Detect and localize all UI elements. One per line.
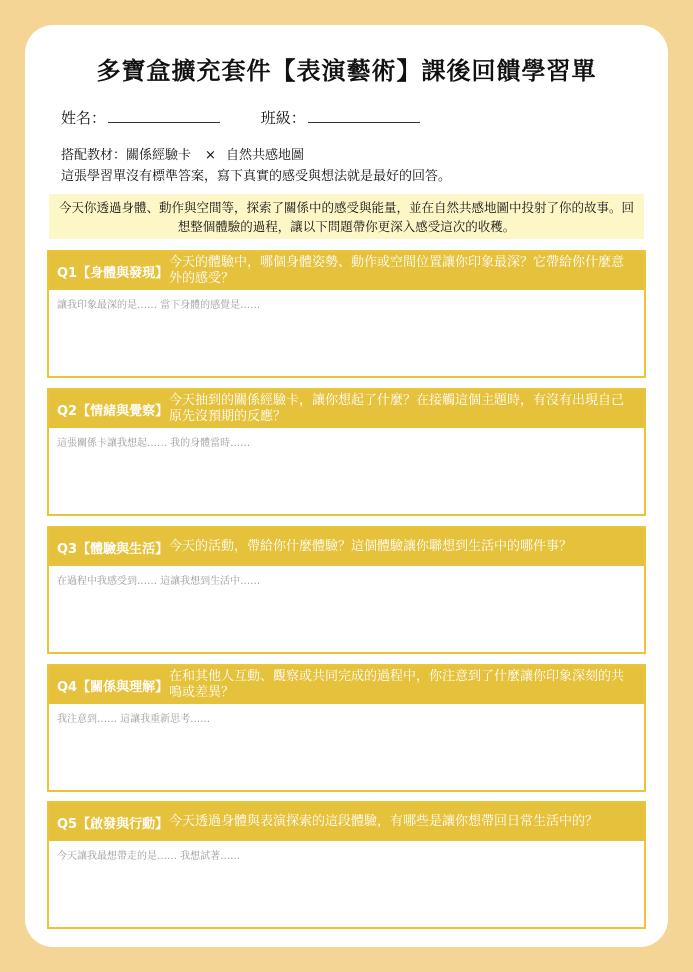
question-card-q1	[47, 250, 646, 378]
question-tag: Q5【啟發與行動】	[57, 816, 169, 832]
material-item-card: 關係經驗卡	[126, 148, 192, 163]
class-field	[261, 107, 420, 128]
answer-area[interactable]	[49, 428, 644, 514]
question-text: 今天透過身體與表演探索的這段體驗，有哪些是讓你想帶回日常生活中的？	[169, 814, 599, 829]
material-separator: ×	[205, 148, 216, 163]
question-header	[49, 803, 644, 841]
worksheet-page	[25, 25, 668, 947]
question-text: 在和其他人互動、觀察或共同完成的過程中，你注意到了什麼讓你印象深刻的共鳴或差異？	[169, 669, 625, 700]
question-card-q5	[47, 801, 646, 929]
question-text: 今天抽到的關係經驗卡，讓你想起了什麼？在接觸這個主題時，有沒有出現自己原先沒預期的反應？	[169, 393, 625, 424]
question-card-q2	[47, 388, 646, 516]
answer-hint: 我注意到…… 這讓我重新思考……	[57, 714, 211, 725]
question-text: 今天的活動，帶給你什麼體驗？這個體驗讓你聯想到生活中的哪件事？	[169, 539, 573, 554]
name-blank-line[interactable]	[108, 109, 220, 123]
answer-area[interactable]	[49, 704, 644, 790]
question-tag: Q2【情緒與覺察】	[57, 403, 169, 419]
material-label: 搭配教材：	[61, 148, 127, 163]
answer-hint: 今天讓我最想帶走的是…… 我想試著……	[57, 851, 241, 862]
intro-banner: 今天你透過身體、動作與空間等，探索了關係中的感受與能量，並在自然共感地圖中投射了你的故事。回想整個體驗的過程，讓以下問題帶你更深入感受這次的收穫。	[49, 194, 644, 239]
class-label: 班級：	[260, 109, 306, 127]
question-header	[49, 666, 644, 704]
student-info-row	[61, 107, 420, 128]
question-text: 今天的體驗中，哪個身體姿勢、動作或空間位置讓你印象最深？它帶給你什麼意外的感受？	[169, 255, 625, 286]
answer-hint: 讓我印象最深的是…… 當下身體的感覺是……	[57, 300, 261, 311]
question-header	[49, 252, 644, 290]
question-card-q3	[47, 526, 646, 654]
answer-area[interactable]	[49, 566, 644, 652]
material-item-map: 自然共感地圖	[225, 148, 304, 163]
question-tag: Q3【體驗與生活】	[57, 541, 169, 557]
name-field	[61, 107, 220, 128]
question-tag: Q1【身體與發現】	[57, 265, 169, 281]
question-card-q4	[47, 664, 646, 792]
question-header	[49, 528, 644, 566]
class-blank-line[interactable]	[308, 109, 420, 123]
question-tag: Q4【關係與理解】	[57, 679, 169, 695]
answer-area[interactable]	[49, 290, 644, 376]
page-title: 多寶盒擴充套件【表演藝術】課後回饋學習單	[96, 57, 597, 85]
question-header	[49, 390, 644, 428]
answer-hint: 在過程中我感受到…… 這讓我想到生活中……	[57, 576, 261, 587]
name-label: 姓名：	[61, 109, 107, 127]
answer-area[interactable]	[49, 841, 644, 927]
answer-hint: 這張關係卡讓我想起…… 我的身體當時……	[57, 438, 251, 449]
material-line	[61, 144, 304, 163]
instruction-note: 這張學習單沒有標準答案，寫下真實的感受與想法就是最好的回答。	[61, 169, 452, 184]
